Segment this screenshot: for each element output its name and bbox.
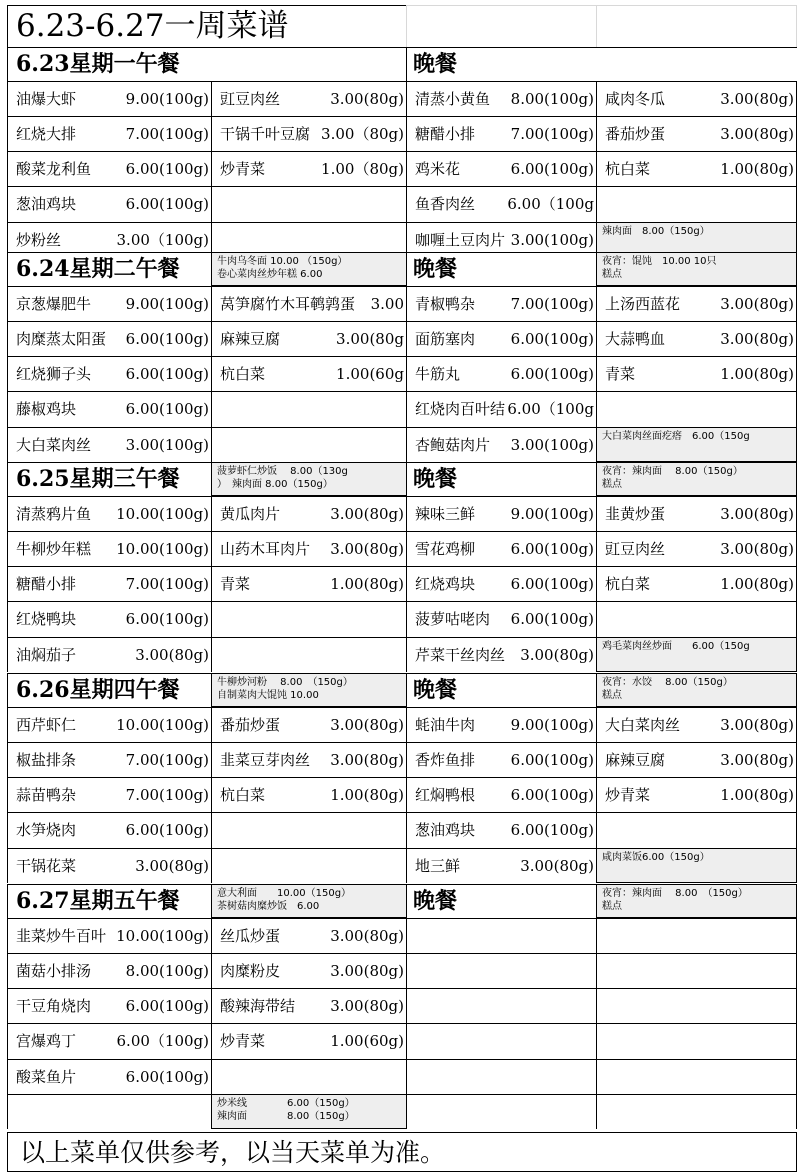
empty-cell: [406, 1023, 596, 1058]
dish-price: 3.00(80g): [330, 89, 404, 108]
dish-price: 1.00(80g): [720, 786, 794, 805]
dish-price: 8.00(100g): [510, 89, 594, 108]
dish-cell: [7, 531, 211, 566]
dish-price: 7.00(100g): [510, 124, 594, 143]
dish-name: 红烧鸭块: [16, 610, 77, 629]
dish-cell: [211, 81, 406, 116]
empty-cell: [406, 953, 596, 988]
dish-price: 3.00(80g): [135, 856, 209, 875]
dish-cell: [406, 637, 596, 672]
dish-price: 6.00(100g): [510, 160, 594, 179]
dish-price: 6.00(100g): [125, 365, 209, 384]
lunch-note-line: 牛肉乌冬面 10.00 （150g）: [217, 256, 348, 267]
dish-name: 青椒鸭杂: [415, 294, 476, 313]
day-header: 6.23星期一午餐: [7, 47, 211, 81]
dish-cell: [7, 566, 211, 601]
dish-name: 京葱爆肥牛: [16, 294, 92, 313]
dish-price: 6.00(100g): [510, 365, 594, 384]
dish-name: 肉糜粉皮: [220, 961, 281, 980]
dish-name: 椒盐排条: [16, 750, 77, 769]
dish-price: 3.00(80g): [720, 329, 794, 348]
meal-note-line: 咸肉菜饭6.00（150g）: [602, 851, 710, 863]
dish-price: 1.00(80g): [330, 786, 404, 805]
dish-price: 3.00(80g): [135, 645, 209, 664]
dish-cell: [406, 321, 596, 356]
lunch-note: [211, 462, 406, 496]
dish-name: 清蒸鸦片鱼: [16, 504, 92, 523]
dish-name: 杭白菜: [605, 160, 651, 179]
footer-note: 以上菜单仅供参考，以当天菜单为准。: [7, 1132, 797, 1172]
dish-name: 宫爆鸡丁: [16, 1032, 77, 1051]
dish-name: 黄瓜肉片: [220, 504, 281, 523]
dish-name: 藤椒鸡块: [16, 400, 77, 419]
dish-cell: [7, 116, 211, 151]
meal-note-line: 大白菜肉丝面疙瘩 6.00（150g: [602, 430, 750, 442]
dish-cell: [7, 918, 211, 953]
empty-cell: [211, 848, 406, 883]
dish-name: 菌菇小排汤: [16, 961, 92, 980]
empty-cell: [406, 1059, 596, 1094]
dish-name: 香炸鱼排: [415, 750, 476, 769]
lunch-note-line: 卷心菜肉丝炒年糕 6.00: [217, 269, 323, 280]
dish-cell: [7, 848, 211, 883]
dish-price: 3.00(80g): [720, 504, 794, 523]
dish-name: 肉糜蒸太阳蛋: [16, 329, 107, 348]
dish-cell: [7, 1023, 211, 1058]
dinner-note-line: 糕点: [602, 479, 622, 490]
dish-cell: [7, 81, 211, 116]
empty-cell: [596, 988, 797, 1023]
dish-price: 6.00（100g): [116, 1032, 209, 1051]
dish-price: 6.00（100g: [507, 195, 594, 214]
dish-cell: [211, 356, 406, 391]
dish-name: 雪花鸡柳: [415, 539, 476, 558]
dish-price: 3.00(80g): [720, 750, 794, 769]
day-header: 6.26星期四午餐: [7, 673, 211, 707]
empty-cell: [596, 1059, 797, 1094]
dish-price: 3.00(80g): [720, 89, 794, 108]
dish-name: 酸菜龙利鱼: [16, 160, 92, 179]
dinner-header: 晚餐: [406, 884, 596, 918]
title-blank: [406, 5, 596, 47]
dish-price: 7.00(100g): [510, 294, 594, 313]
dish-price: 3.00(80g): [720, 294, 794, 313]
dish-name: 韭菜豆芽肉丝: [220, 750, 311, 769]
dish-cell: [211, 777, 406, 812]
dish-cell: [211, 742, 406, 777]
dish-price: 6.00(100g): [510, 539, 594, 558]
dish-price: 3.00(80g): [330, 997, 404, 1016]
lunch-note: [211, 673, 406, 707]
dish-price: 3.00(80g): [330, 539, 404, 558]
dish-price: 1.00(80g): [720, 365, 794, 384]
dish-name: 面筋塞肉: [415, 329, 476, 348]
dish-name: 豇豆肉丝: [220, 89, 281, 108]
dish-price: 10.00(100g): [116, 504, 209, 523]
dish-cell: [211, 707, 406, 742]
dish-cell: [406, 707, 596, 742]
dish-price: 6.00(100g): [125, 1067, 209, 1086]
dish-price: 6.00(100g): [125, 160, 209, 179]
dish-name: 红焖鸭根: [415, 786, 476, 805]
lunch-note-line: 自制菜肉大馄饨 10.00: [217, 690, 319, 701]
dish-price: 1.00(60g: [336, 365, 404, 384]
dish-cell: [596, 116, 797, 151]
dish-cell: [211, 151, 406, 186]
dinner-note: [596, 673, 797, 707]
dish-price: 3.00（80g): [321, 124, 404, 143]
dish-cell: [211, 286, 406, 321]
lunch-note-line: 菠萝虾仁炒饭 8.00（130g: [217, 466, 348, 477]
dish-cell: [406, 812, 596, 847]
extra-note: [211, 1094, 406, 1129]
empty-cell: [211, 812, 406, 847]
dish-name: 油焖茄子: [16, 645, 77, 664]
dish-cell: [7, 427, 211, 462]
dish-cell: [211, 566, 406, 601]
dish-price: 6.00(100g): [510, 821, 594, 840]
dish-cell: [406, 848, 596, 883]
empty-cell: [596, 918, 797, 953]
dish-name: 杭白菜: [220, 365, 266, 384]
header-blank: [211, 47, 406, 81]
dish-price: 7.00(100g): [125, 750, 209, 769]
dish-name: 酸菜鱼片: [16, 1067, 77, 1086]
dish-name: 蚝油牛肉: [415, 715, 476, 734]
dish-name: 杭白菜: [605, 575, 651, 594]
dish-name: 芹菜干丝肉丝: [415, 645, 506, 664]
dish-cell: [211, 1023, 406, 1058]
day-header: 6.25星期三午餐: [7, 462, 211, 496]
dish-cell: [596, 531, 797, 566]
dish-cell: [211, 918, 406, 953]
dinner-note-line: 糕点: [602, 901, 622, 912]
dish-cell: [7, 637, 211, 672]
empty-cell: [596, 1023, 797, 1058]
dish-price: 1.00(60g): [330, 1032, 404, 1051]
dish-price: 3.00(80g): [520, 645, 594, 664]
dish-cell: [7, 186, 211, 221]
dish-cell: [211, 988, 406, 1023]
dish-name: 红烧狮子头: [16, 365, 92, 384]
dinner-note-line: 夜宵：辣肉面 8.00 （150g）: [602, 888, 748, 899]
dinner-note-line: 夜宵：馄饨 10.00 10只: [602, 256, 717, 267]
extra-note-line: 炒米线 6.00（150g）: [217, 1098, 355, 1109]
dish-cell: [406, 427, 596, 462]
dish-name: 蒜苗鸭杂: [16, 786, 77, 805]
dish-name: 菠萝咕咾肉: [415, 610, 491, 629]
lunch-note-line: 意大利面 10.00（150g）: [217, 888, 352, 899]
dish-price: 6.00(100g): [125, 195, 209, 214]
dish-name: 大白菜肉丝: [16, 435, 92, 454]
dish-cell: [406, 151, 596, 186]
dish-name: 上汤西蓝花: [605, 294, 681, 313]
dish-price: 1.00（80g): [321, 160, 404, 179]
dish-cell: [7, 356, 211, 391]
dish-name: 番茄炒蛋: [220, 715, 281, 734]
dish-cell: [406, 116, 596, 151]
dish-price: 6.00(100g): [125, 997, 209, 1016]
day-header: 6.27星期五午餐: [7, 884, 211, 918]
dish-price: 1.00(80g): [720, 575, 794, 594]
empty-cell: [596, 953, 797, 988]
dish-price: 3.00(80g): [520, 856, 594, 875]
dish-price: 6.00(100g): [125, 400, 209, 419]
dish-name: 青菜: [220, 575, 251, 594]
dish-name: 咸肉冬瓜: [605, 89, 666, 108]
empty-cell: [596, 1094, 797, 1129]
dish-cell: [211, 953, 406, 988]
dish-name: 青菜: [605, 365, 636, 384]
dish-name: 糖醋小排: [16, 575, 77, 594]
dish-price: 3.00(80g): [330, 750, 404, 769]
dish-name: 水笋烧肉: [16, 821, 77, 840]
dish-cell: [7, 812, 211, 847]
dish-name: 干锅千叶豆腐: [220, 124, 311, 143]
dinner-header: 晚餐: [406, 47, 596, 81]
dish-name: 干锅花菜: [16, 856, 77, 875]
dish-cell: [596, 151, 797, 186]
dish-name: 红烧大排: [16, 124, 77, 143]
dish-price: 3.00: [370, 294, 404, 313]
dish-cell: [7, 953, 211, 988]
dish-cell: [7, 742, 211, 777]
dish-name: 西芹虾仁: [16, 715, 77, 734]
lunch-note: [211, 884, 406, 918]
dish-cell: [211, 321, 406, 356]
dinner-note: [596, 252, 797, 286]
dish-price: 10.00(100g): [116, 715, 209, 734]
empty-cell: [211, 637, 406, 672]
meal-note-line: 鸡毛菜肉丝炒面 6.00（150g: [602, 640, 750, 652]
dish-price: 6.00（100g: [507, 400, 594, 419]
dish-cell: [596, 566, 797, 601]
meal-note: [596, 427, 797, 462]
title-blank: [596, 5, 797, 47]
dish-cell: [406, 356, 596, 391]
dish-name: 豇豆肉丝: [605, 539, 666, 558]
dish-price: 6.00(100g): [125, 329, 209, 348]
empty-cell: [211, 601, 406, 636]
dish-name: 红烧鸡块: [415, 575, 476, 594]
dish-name: 丝瓜炒蛋: [220, 926, 281, 945]
dish-cell: [406, 496, 596, 531]
dish-cell: [406, 286, 596, 321]
dish-name: 山药木耳肉片: [220, 539, 311, 558]
dish-cell: [596, 707, 797, 742]
dish-name: 炒青菜: [605, 786, 651, 805]
dish-cell: [406, 566, 596, 601]
lunch-note-line: 牛柳炒河粉 8.00 （150g）: [217, 677, 353, 688]
dinner-header: 晚餐: [406, 462, 596, 496]
dinner-note-line: 夜宵：辣肉面 8.00（150g）: [602, 466, 743, 477]
dish-cell: [596, 81, 797, 116]
dish-cell: [406, 81, 596, 116]
dish-name: 鸡米花: [415, 160, 461, 179]
dish-name: 大蒜鸭血: [605, 329, 666, 348]
dish-cell: [596, 777, 797, 812]
dish-price: 10.00(100g): [116, 539, 209, 558]
dish-name: 炒青菜: [220, 1032, 266, 1051]
lunch-note: [211, 252, 406, 286]
dish-cell: [596, 496, 797, 531]
dish-cell: [7, 707, 211, 742]
dish-cell: [596, 742, 797, 777]
dish-name: 牛筋丸: [415, 365, 461, 384]
dish-price: 7.00(100g): [125, 124, 209, 143]
empty-cell: [596, 186, 797, 221]
empty-cell: [211, 1059, 406, 1094]
dish-price: 6.00(100g): [510, 610, 594, 629]
dish-price: 3.00(80g): [330, 926, 404, 945]
dish-price: 9.00(100g): [510, 504, 594, 523]
meal-note-line: 辣肉面 8.00（150g）: [602, 225, 710, 237]
dish-price: 3.00(100g): [510, 230, 594, 249]
dish-cell: [596, 321, 797, 356]
dish-price: 3.00(80g): [720, 539, 794, 558]
empty-cell: [406, 988, 596, 1023]
dish-price: 1.00(80g): [720, 160, 794, 179]
dish-name: 干豆角烧肉: [16, 997, 92, 1016]
empty-cell: [211, 391, 406, 426]
dish-price: 3.00(80g): [330, 715, 404, 734]
dish-name: 油爆大虾: [16, 89, 77, 108]
dish-price: 3.00（100g): [116, 230, 209, 249]
dish-price: 3.00(100g): [125, 435, 209, 454]
dish-price: 3.00(80g: [336, 329, 404, 348]
empty-cell: [7, 1094, 211, 1129]
dish-cell: [7, 496, 211, 531]
dish-price: 1.00(80g): [330, 575, 404, 594]
dish-cell: [211, 531, 406, 566]
empty-cell: [596, 812, 797, 847]
dish-name: 辣味三鲜: [415, 504, 476, 523]
dish-price: 7.00(100g): [125, 786, 209, 805]
dish-name: 葱油鸡块: [415, 821, 476, 840]
dish-name: 番茄炒蛋: [605, 124, 666, 143]
dish-name: 清蒸小黄鱼: [415, 89, 491, 108]
empty-cell: [596, 601, 797, 636]
dish-cell: [406, 391, 596, 426]
dinner-note-line: 夜宵：水饺 8.00（150g）: [602, 677, 733, 688]
dish-cell: [406, 742, 596, 777]
dish-price: 3.00(100g): [510, 435, 594, 454]
dish-price: 7.00(100g): [125, 575, 209, 594]
dish-name: 大白菜肉丝: [605, 715, 681, 734]
page-title: 6.23-6.27一周菜谱: [7, 5, 406, 47]
dish-name: 杭白菜: [220, 786, 266, 805]
dish-cell: [211, 496, 406, 531]
dish-cell: [7, 601, 211, 636]
dish-name: 麻辣豆腐: [220, 329, 281, 348]
dish-price: 6.00(100g): [510, 750, 594, 769]
dish-cell: [7, 286, 211, 321]
dish-name: 地三鲜: [415, 856, 461, 875]
empty-cell: [406, 918, 596, 953]
dish-cell: [7, 777, 211, 812]
dish-price: 9.00(100g): [510, 715, 594, 734]
dish-cell: [406, 186, 596, 221]
dish-price: 6.00(100g): [125, 610, 209, 629]
dish-price: 10.00(100g): [116, 926, 209, 945]
dinner-note-line: 糕点: [602, 690, 622, 701]
empty-cell: [596, 391, 797, 426]
lunch-note-line: ） 辣肉面 8.00（150g）: [217, 479, 333, 490]
dish-price: 3.00(80g): [720, 715, 794, 734]
dish-price: 6.00(100g): [510, 329, 594, 348]
dish-cell: [406, 777, 596, 812]
empty-cell: [211, 427, 406, 462]
dish-name: 莴笋腐竹木耳鹌鹑蛋: [220, 294, 356, 313]
dish-name: 酸辣海带结: [220, 997, 296, 1016]
extra-note-line: 辣肉面 8.00（150g）: [217, 1111, 355, 1122]
dish-price: 6.00(100g): [125, 821, 209, 840]
dish-price: 8.00(100g): [125, 961, 209, 980]
dish-name: 葱油鸡块: [16, 195, 77, 214]
dish-name: 炒青菜: [220, 160, 266, 179]
dish-cell: [406, 601, 596, 636]
dish-name: 鱼香肉丝: [415, 195, 476, 214]
dish-cell: [7, 391, 211, 426]
dinner-note: [596, 884, 797, 918]
dish-name: 牛柳炒年糕: [16, 539, 92, 558]
dinner-note-line: 糕点: [602, 269, 622, 280]
dish-cell: [596, 286, 797, 321]
dinner-header: 晚餐: [406, 252, 596, 286]
dish-price: 6.00(100g): [510, 575, 594, 594]
header-blank: [596, 47, 797, 81]
dish-name: 杏鲍菇肉片: [415, 435, 491, 454]
dish-price: 3.00(80g): [330, 961, 404, 980]
dish-name: 韭菜炒牛百叶: [16, 926, 107, 945]
dish-cell: [7, 1059, 211, 1094]
dish-name: 红烧肉百叶结: [415, 400, 506, 419]
dish-cell: [7, 321, 211, 356]
dish-name: 韭黄炒蛋: [605, 504, 666, 523]
dish-price: 3.00(80g): [330, 504, 404, 523]
dish-cell: [7, 988, 211, 1023]
meal-note: [596, 848, 797, 883]
dish-name: 炒粉丝: [16, 230, 62, 249]
dish-price: 9.00(100g): [125, 294, 209, 313]
dish-cell: [7, 151, 211, 186]
dish-cell: [211, 116, 406, 151]
dinner-note: [596, 462, 797, 496]
dish-name: 咖喱土豆肉片: [415, 230, 506, 249]
meal-note: [596, 637, 797, 672]
dish-name: 麻辣豆腐: [605, 750, 666, 769]
dish-cell: [596, 356, 797, 391]
dish-price: 9.00(100g): [125, 89, 209, 108]
empty-cell: [406, 1094, 596, 1129]
dish-name: 糖醋小排: [415, 124, 476, 143]
day-header: 6.24星期二午餐: [7, 252, 211, 286]
dinner-header: 晚餐: [406, 673, 596, 707]
lunch-note-line: 茶树菇肉糜炒饭 6.00: [217, 901, 320, 912]
dish-price: 3.00(80g): [720, 124, 794, 143]
empty-cell: [211, 186, 406, 221]
dish-cell: [406, 531, 596, 566]
dish-price: 6.00(100g): [510, 786, 594, 805]
